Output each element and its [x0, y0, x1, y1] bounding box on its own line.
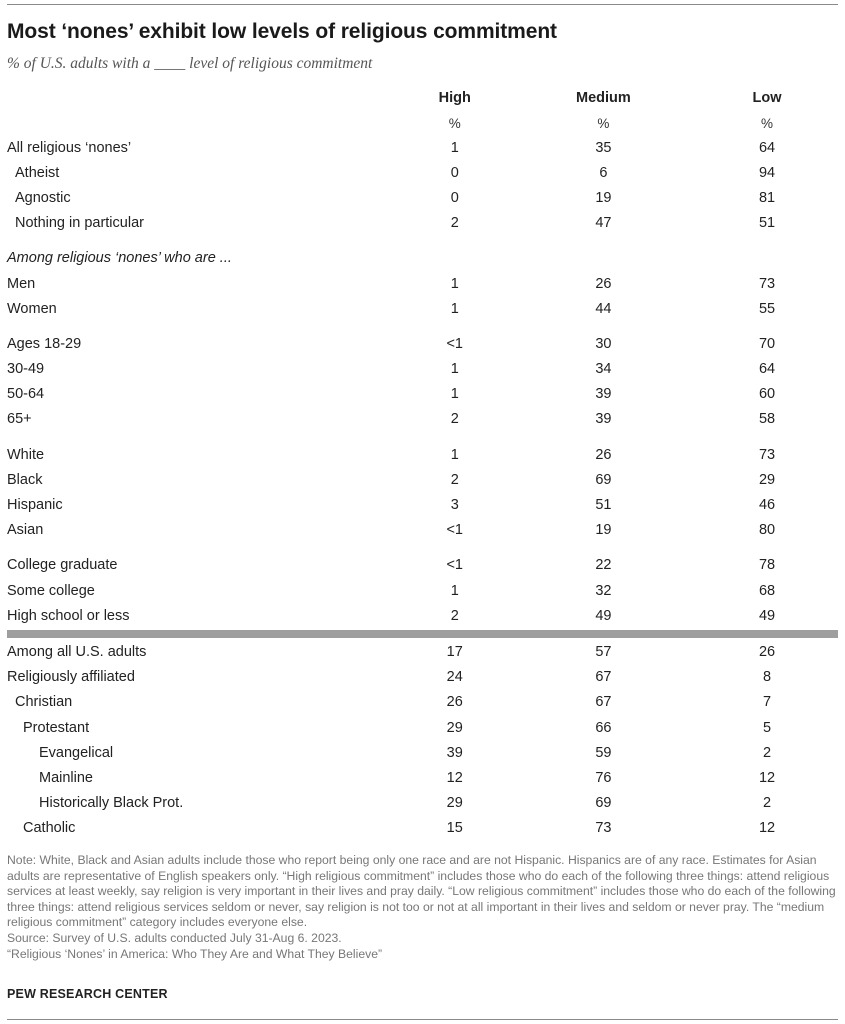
section-heading-row [7, 246, 838, 271]
source-text: Source: Survey of U.S. adults conducted July 31-Aug 6. 2023. [7, 930, 342, 945]
cell-medium: 49 [595, 607, 612, 624]
row-label: Hispanic [7, 497, 63, 514]
cell-medium: 66 [595, 719, 612, 736]
cell-medium: 39 [595, 411, 612, 428]
units-row [7, 111, 838, 135]
row-label: Catholic [23, 820, 76, 837]
cell-medium: 30 [595, 335, 612, 352]
cell-medium: 32 [595, 582, 612, 599]
cell-low: 94 [758, 164, 776, 181]
unit-high: % [448, 115, 461, 131]
cell-low: 60 [758, 386, 776, 403]
cell-low: 70 [758, 335, 776, 352]
row-label: Christian [15, 694, 73, 711]
cell-low: 29 [758, 471, 776, 488]
cell-high: 1 [450, 386, 459, 403]
cell-low: 12 [758, 820, 776, 837]
row-label: Some college [7, 582, 95, 599]
cell-high: 26 [446, 694, 463, 711]
row-label: Mainline [39, 769, 93, 786]
cell-high: 1 [450, 361, 459, 378]
cell-low: 2 [762, 795, 772, 812]
table-body [7, 135, 838, 841]
notes [7, 853, 839, 962]
cell-medium: 47 [595, 215, 612, 232]
bottom-rule [7, 1019, 838, 1020]
row-label: Ages 18-29 [7, 335, 82, 352]
row-label: College graduate [7, 557, 118, 574]
table-row [7, 135, 838, 160]
column-header-medium: Medium [576, 89, 631, 106]
cell-high: 1 [450, 446, 459, 463]
row-label: Among all U.S. adults [7, 643, 147, 660]
table-row [7, 407, 838, 432]
chart-title: Most ‘nones’ exhibit low levels of religious commitment [7, 20, 557, 43]
cell-low: 12 [758, 769, 776, 786]
group-gap [7, 543, 838, 553]
cell-low: 73 [758, 275, 776, 292]
cell-medium: 22 [595, 557, 612, 574]
column-header-row [7, 84, 838, 111]
cell-medium: 69 [595, 471, 612, 488]
table-row [7, 296, 838, 321]
cell-high: 0 [450, 189, 459, 206]
cell-high: 1 [450, 275, 459, 292]
cell-high: 2 [450, 471, 459, 488]
row-label: Nothing in particular [15, 215, 144, 232]
table-row [7, 791, 838, 816]
cell-low: 64 [758, 361, 776, 378]
cell-low: 7 [762, 694, 772, 711]
cell-medium: 35 [595, 139, 612, 156]
row-label: 30-49 [7, 361, 45, 378]
table-row [7, 765, 838, 790]
cell-medium: 39 [595, 386, 612, 403]
cell-high: 1 [450, 139, 459, 156]
row-label: Women [7, 300, 57, 317]
cell-high: <1 [446, 522, 463, 539]
cell-high: 12 [446, 769, 463, 786]
row-label: White [7, 446, 45, 463]
row-label: Asian [7, 522, 44, 539]
row-label: Religiously affiliated [7, 669, 135, 686]
cell-high: 2 [450, 215, 459, 232]
cell-high: 1 [450, 300, 459, 317]
cell-medium: 73 [595, 820, 612, 837]
table-row [7, 518, 838, 543]
cell-medium: 76 [595, 769, 612, 786]
table-row [7, 740, 838, 765]
cell-medium: 44 [595, 300, 612, 317]
cell-high: <1 [446, 335, 463, 352]
cell-low: 46 [758, 497, 776, 514]
table-row [7, 492, 838, 517]
cell-high: 2 [450, 607, 459, 624]
table-row [7, 211, 838, 236]
cell-low: 8 [762, 669, 772, 686]
data-table [7, 84, 838, 841]
table-row [7, 357, 838, 382]
table-row [7, 442, 838, 467]
unit-medium: % [597, 115, 610, 131]
cell-low: 26 [758, 643, 776, 660]
cell-high: 2 [450, 411, 459, 428]
cell-low: 2 [762, 744, 772, 761]
cell-low: 49 [758, 607, 776, 624]
cell-medium: 67 [595, 694, 612, 711]
row-label: Evangelical [39, 744, 114, 761]
cell-high: 24 [446, 669, 463, 686]
cell-medium: 19 [595, 189, 612, 206]
cell-low: 58 [758, 411, 776, 428]
group-gap [7, 432, 838, 442]
row-label: All religious ‘nones’ [7, 139, 132, 156]
table-row [7, 331, 838, 356]
row-label: High school or less [7, 607, 130, 624]
unit-low: % [761, 115, 774, 131]
cell-high: 29 [446, 795, 463, 812]
row-label: 50-64 [7, 386, 45, 403]
row-label: Atheist [15, 164, 60, 181]
table-row [7, 467, 838, 492]
column-header-low: Low [752, 89, 782, 106]
cell-high: 39 [446, 744, 463, 761]
table-row [7, 816, 838, 841]
cell-high: 17 [446, 643, 463, 660]
cell-high: 29 [446, 719, 463, 736]
cell-high: 1 [450, 582, 459, 599]
group-gap [7, 321, 838, 331]
table-row [7, 690, 838, 715]
brand-logo-text: PEW RESEARCH CENTER [7, 987, 168, 1001]
cell-medium: 26 [595, 275, 612, 292]
cell-medium: 69 [595, 795, 612, 812]
table-row [7, 715, 838, 740]
table-row [7, 665, 838, 690]
table-row [7, 382, 838, 407]
cell-low: 73 [758, 446, 776, 463]
note-text: Note: White, Black and Asian adults include those who report being only one race and are not Hispanic. Hispanics are of any race. Estimates for Asian adults are representative of English speakers only. “High religious commitment” includes those who do each of the following three things: attend religious services at least weekly, say religion is very important in their lives and pray daily. “Low religious commitment” includes those who do each of the following three things: attend religious services seldom or never, say religion is not too or not at all important in their lives and seldom or never pray. The “medium religious commitment” category includes everyone else. [7, 853, 836, 930]
section-heading: Among religious ‘nones’ who are ... [7, 250, 232, 267]
column-header-high: High [438, 89, 471, 106]
cell-low: 80 [758, 522, 776, 539]
cell-low: 5 [762, 719, 772, 736]
cell-medium: 26 [595, 446, 612, 463]
table-row [7, 185, 838, 210]
row-label: Agnostic [15, 189, 71, 206]
cell-medium: 34 [595, 361, 612, 378]
table-row [7, 271, 838, 296]
cell-low: 81 [758, 189, 776, 206]
chart-subtitle: % of U.S. adults with a ____ level of religious commitment [7, 55, 373, 72]
cell-high: 0 [450, 164, 459, 181]
group-gap [7, 236, 838, 246]
cell-low: 64 [758, 139, 776, 156]
cell-high: 3 [450, 497, 459, 514]
table-row [7, 603, 838, 628]
table-row [7, 160, 838, 185]
top-rule [7, 4, 838, 5]
row-label: Protestant [23, 719, 90, 736]
cell-medium: 6 [599, 164, 608, 181]
cell-medium: 51 [595, 497, 612, 514]
cell-low: 78 [758, 557, 776, 574]
table-row [7, 578, 838, 603]
cell-medium: 19 [595, 522, 612, 539]
table-row [7, 553, 838, 578]
cell-medium: 67 [595, 669, 612, 686]
row-label: Black [7, 471, 43, 488]
table-row [7, 639, 838, 664]
row-label: Historically Black Prot. [39, 795, 184, 812]
cell-low: 55 [758, 300, 776, 317]
cell-high: <1 [446, 557, 463, 574]
divider-bar [7, 630, 838, 638]
row-label: Men [7, 275, 36, 292]
cell-medium: 59 [595, 744, 612, 761]
report-title: “Religious ‘Nones’ in America: Who They Are and What They Believe” [7, 946, 383, 961]
cell-low: 51 [758, 215, 776, 232]
cell-high: 15 [446, 820, 463, 837]
cell-medium: 57 [595, 643, 612, 660]
cell-low: 68 [758, 582, 776, 599]
row-label: 65+ [7, 411, 32, 428]
section-divider [7, 628, 838, 639]
